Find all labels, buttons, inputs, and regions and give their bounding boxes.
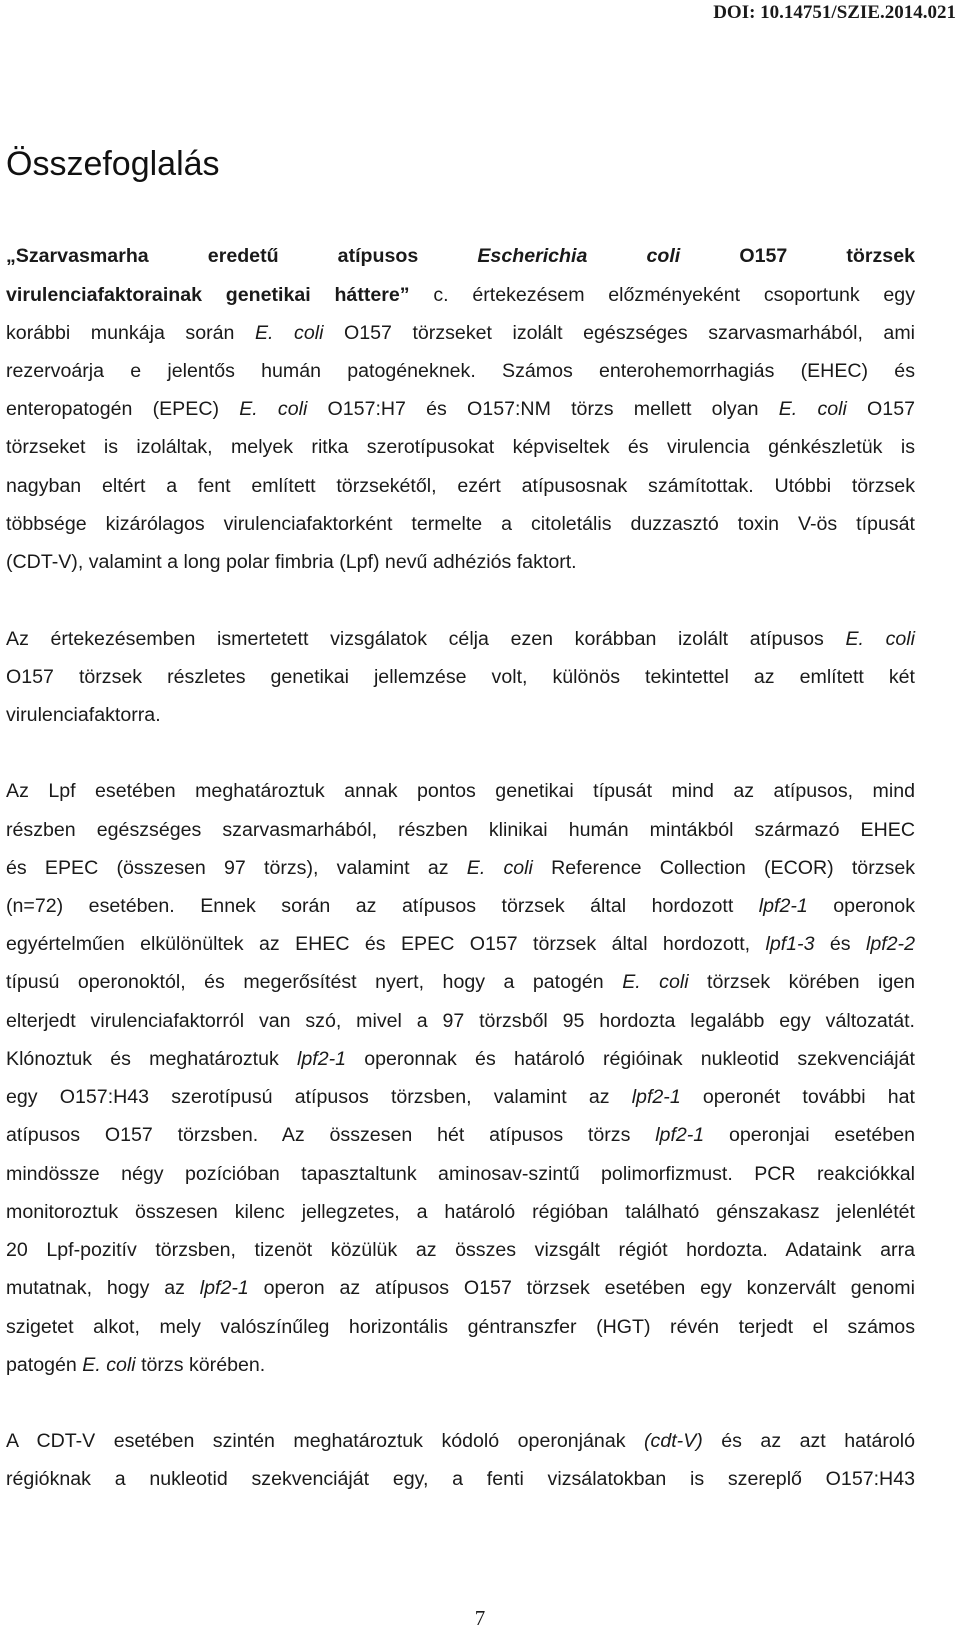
doi-header: DOI: 10.14751/SZIE.2014.021	[713, 2, 956, 23]
text-segment: enteropatogén (EPEC)	[6, 398, 240, 420]
text-segment: részben egészséges szarvasmarhából, részben klinikai humán mintákból származó EHEC	[6, 819, 915, 841]
text-line	[6, 474, 915, 498]
text-segment: c. értekezésem előzményeként csoportunk egy	[409, 284, 916, 306]
text-line	[6, 1429, 915, 1453]
text-segment: operonjai esetében	[704, 1124, 916, 1146]
text-segment: virulenciafaktorra.	[6, 704, 161, 726]
text-line	[6, 1276, 915, 1300]
text-line	[6, 856, 915, 880]
text-segment: régióknak a nukleotid szekvenciáját egy, a fenti vizsálatokban is szereplő O157:H43	[6, 1468, 915, 1490]
text-segment: lpf2-1	[199, 1277, 249, 1299]
text-segment: mutatnak, hogy az	[6, 1277, 200, 1299]
text-segment: operon az atípusos O157 törzsek esetében egy konzervált genomi	[248, 1277, 915, 1299]
text-line	[6, 894, 915, 918]
text-segment: E. coli	[622, 971, 689, 993]
text-line	[6, 627, 915, 651]
text-line	[6, 397, 915, 421]
text-segment: operonok	[807, 895, 915, 917]
text-segment: atípusos O157 törzsben. Az összesen hét atípusos törzs	[6, 1124, 656, 1146]
text-segment: és EPEC (összesen 97 törzs), valamint az	[6, 857, 467, 879]
text-segment: törzs körében.	[135, 1354, 266, 1376]
text-segment: patogén	[6, 1354, 83, 1376]
text-segment: operonnak és határoló régióinak nukleotid szekvenciáját	[346, 1048, 915, 1070]
text-segment: (CDT-V), valamint a long polar fimbria (Lpf) nevű adhéziós faktort.	[6, 551, 577, 573]
text-segment: korábbi munkája során	[6, 322, 255, 344]
text-line	[6, 1467, 915, 1491]
text-line	[6, 321, 915, 345]
text-segment: egy O157:H43 szerotípusú atípusos törzsben, valamint az	[6, 1086, 632, 1108]
text-segment: O157 törzseket izolált egészséges szarvasmarhából, ami	[323, 322, 915, 344]
text-line	[6, 703, 915, 727]
text-segment: 20 Lpf-pozitív törzsben, tizenöt közülük az összes vizsgált régiót hordozta. Adataink arra	[6, 1239, 915, 1261]
text-line	[6, 512, 915, 536]
text-segment: és az azt határoló	[702, 1430, 916, 1452]
page-title: Összefoglalás	[6, 145, 220, 183]
page-number: 7	[474, 1606, 486, 1630]
text-segment: lpf2-1	[297, 1048, 347, 1070]
text-segment: nagyban eltért a fent említett törzsekétől, ezért atípusosnak számítottak. Utóbbi törzsek	[6, 475, 915, 497]
text-segment: E. coli	[466, 857, 533, 879]
text-segment: lpf2-2	[865, 933, 915, 955]
text-line	[6, 779, 915, 803]
text-segment: „Szarvasmarha eredetű atípusos	[6, 245, 478, 267]
text-segment: (n=72) esetében. Ennek során az atípusos törzsek által hordozott	[6, 895, 759, 917]
text-segment: Escherichia coli	[477, 245, 681, 267]
text-segment: típusú operonoktól, és megerősítést nyert, hogy a patogén	[6, 971, 623, 993]
text-line	[6, 283, 915, 307]
text-segment: többsége kizárólagos virulenciafaktorként termelte a citoletális duzzasztó toxin V-ös típusát	[6, 513, 915, 535]
text-segment: O157 törzsek részletes genetikai jellemzése volt, különös tekintettel az említett két	[6, 666, 915, 688]
text-segment: egyértelműen elkülönültek az EHEC és EPEC O157 törzsek által hordozott,	[6, 933, 766, 955]
text-segment: Klónoztuk és meghatároztuk	[6, 1048, 297, 1070]
text-segment: lpf1-3	[765, 933, 815, 955]
text-segment: szigetet alkot, mely valószínűleg horizontális géntranszfer (HGT) révén terjedt el számos	[6, 1316, 915, 1338]
text-segment: A CDT-V esetében szintén meghatároztuk kódoló operonjának	[6, 1430, 644, 1452]
text-segment: lpf2-1	[655, 1124, 705, 1146]
text-segment: E. coli	[845, 628, 915, 650]
text-line	[6, 1353, 915, 1377]
text-line	[6, 1162, 915, 1186]
text-segment: mindössze négy pozícióban tapasztaltunk aminosav-szintű polimorfizmust. PCR reakciókkal	[6, 1163, 915, 1185]
text-line	[6, 1009, 915, 1033]
text-segment: E. coli	[254, 322, 324, 344]
text-line	[6, 1315, 915, 1339]
text-line	[6, 1085, 915, 1109]
text-line	[6, 970, 915, 994]
text-segment: E. coli	[778, 398, 847, 420]
text-line	[6, 359, 915, 383]
text-segment: operonét további hat	[680, 1086, 915, 1108]
text-segment: elterjedt virulenciafaktorról van szó, mivel a 97 törzsből 95 hordozta legalább egy változatát.	[6, 1010, 915, 1032]
text-segment: lpf2-1	[631, 1086, 681, 1108]
text-line	[6, 818, 915, 842]
text-segment: O157:H7 és O157:NM törzs mellett olyan	[307, 398, 779, 420]
text-line	[6, 1238, 915, 1262]
text-segment: virulenciafaktorainak genetikai háttere”	[6, 284, 410, 306]
text-segment: E. coli	[82, 1354, 136, 1376]
text-segment: lpf2-1	[758, 895, 808, 917]
text-segment: Az Lpf esetében meghatároztuk annak pontos genetikai típusát mind az atípusos, mind	[6, 780, 915, 802]
text-line	[6, 244, 915, 268]
text-segment: O157	[846, 398, 915, 420]
text-segment: O157 törzsek	[680, 245, 915, 267]
text-segment: E. coli	[239, 398, 308, 420]
text-line	[6, 550, 915, 574]
text-line	[6, 435, 915, 459]
text-line	[6, 932, 915, 956]
text-segment: Reference Collection (ECOR) törzsek	[532, 857, 916, 879]
text-line	[6, 665, 915, 689]
text-segment: (cdt-V)	[644, 1430, 703, 1452]
text-segment: Az értekezésemben ismertetett vizsgálatok célja ezen korábban izolált atípusos	[6, 628, 846, 650]
text-segment: törzsek körében igen	[688, 971, 916, 993]
text-segment: és	[814, 933, 866, 955]
text-line	[6, 1200, 915, 1224]
text-line	[6, 1123, 915, 1147]
text-segment: monitoroztuk összesen kilenc jellegzetes, a határoló régióban található génszakasz jelenlétét	[6, 1201, 915, 1223]
text-line	[6, 1047, 915, 1071]
text-segment: rezervoárja e jelentős humán patogéneknek. Számos enterohemorrhagiás (EHEC) és	[6, 360, 915, 382]
text-segment: törzseket is izoláltak, melyek ritka szerotípusokat képviseltek és virulencia génkészletük is	[6, 436, 915, 458]
